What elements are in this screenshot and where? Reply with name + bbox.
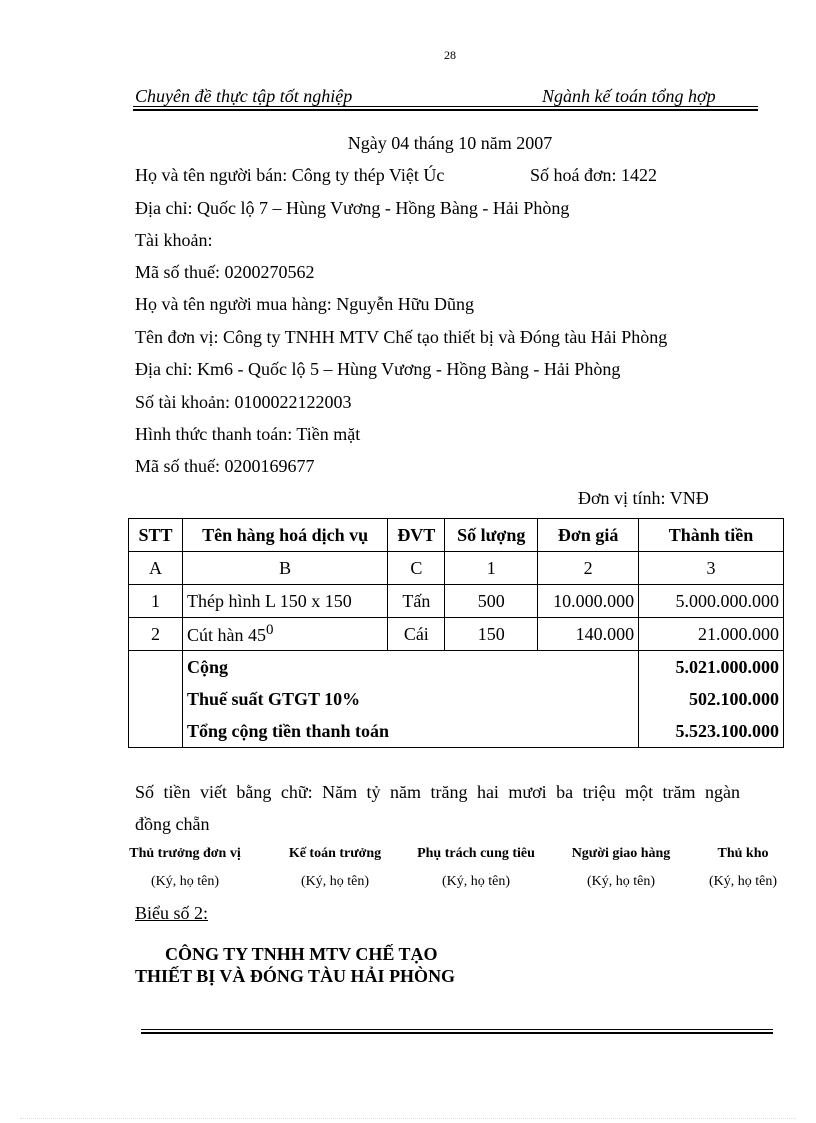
row-stt: 1 [129, 585, 183, 618]
seller-account: Tài khoản: [135, 230, 213, 250]
currency-unit: Đơn vị tính: VNĐ [578, 488, 709, 508]
row-name: Thép hình L 150 x 150 [182, 585, 387, 618]
company-name-line1: CÔNG TY TNHH MTV CHẾ TẠO [165, 944, 438, 964]
buyer-tax-code: Mã số thuế: 0200169677 [135, 456, 315, 476]
vat-label: Thuế suất GTGT 10% [182, 683, 638, 715]
amount-in-words: Số tiền viết bằng chữ: Năm tỷ năm trăng hai mươi ba triệu một trăm ngàn [135, 782, 740, 802]
seller-name: Họ và tên người bán: Công ty thép Việt Úc [135, 165, 445, 185]
buyer-unit: Tên đơn vị: Công ty TNHH MTV Chế tạo thiết bị và Đóng tàu Hải Phòng [135, 327, 668, 347]
row-name-cell [182, 618, 387, 651]
col-header: Số lượng [445, 519, 538, 552]
signature-title: Thủ trưởng đơn vị [129, 846, 241, 861]
row-unit: Cái [388, 618, 445, 651]
row-unit: Tấn [388, 585, 445, 618]
total-value: 5.021.000.000 [639, 651, 784, 684]
row-stt: 2 [129, 618, 183, 651]
amount-in-words-cont: đồng chẵn [135, 814, 210, 834]
code-cell: 3 [639, 552, 784, 585]
signature-note: (Ký, họ tên) [708, 874, 778, 889]
col-header: Đơn giá [538, 519, 639, 552]
invoice-date: Ngày 04 tháng 10 năm 2007 [347, 133, 553, 153]
summary-blank [129, 651, 183, 748]
buyer-account: Số tài khoản: 0100022122003 [135, 392, 352, 412]
table-header-row [129, 519, 784, 552]
vat-value: 502.100.000 [639, 683, 784, 715]
header-rule [133, 106, 758, 107]
header-left: Chuyên đề thực tập tốt nghiệp [135, 86, 353, 106]
section-label: Biểu số 2: [135, 903, 209, 923]
row-qty: 150 [445, 618, 538, 651]
header-rule-thick [133, 109, 758, 111]
buyer-address: Địa chỉ: Km6 - Quốc lộ 5 – Hùng Vương - Hồng Bàng - Hải Phòng [135, 359, 621, 379]
payment-method: Hình thức thanh toán: Tiền mặt [135, 424, 361, 444]
code-cell: B [182, 552, 387, 585]
col-header: ĐVT [388, 519, 445, 552]
company-name-line2: THIẾT BỊ VÀ ĐÓNG TÀU HẢI PHÒNG [135, 966, 456, 986]
signature-note: (Ký, họ tên) [586, 874, 656, 889]
col-header: Thành tiền [639, 519, 784, 552]
signature-title: Phụ trách cung tiêu [417, 846, 535, 861]
buyer-name: Họ và tên người mua hàng: Nguyễn Hữu Dũng [135, 294, 474, 314]
code-cell: A [129, 552, 183, 585]
signature-title: Kế toán trưởng [288, 846, 382, 861]
summary-row [129, 683, 784, 715]
header-right: Ngành kế toán tổng hợp [542, 86, 716, 106]
footer-rule [141, 1029, 773, 1030]
col-header: STT [129, 519, 183, 552]
invoice-number: Số hoá đơn: 1422 [530, 165, 658, 185]
seller-tax-code: Mã số thuế: 0200270562 [135, 262, 315, 282]
signature-note: (Ký, họ tên) [441, 874, 511, 889]
total-label: Cộng [182, 651, 638, 684]
page-number: 28 [444, 48, 456, 62]
signature-title: Người giao hàng [571, 846, 671, 861]
invoice-table [128, 518, 784, 748]
summary-row [129, 715, 784, 748]
grand-total-label: Tổng cộng tiền thanh toán [182, 715, 638, 748]
signature-title: Thủ kho [717, 846, 769, 861]
signature-note: (Ký, họ tên) [300, 874, 370, 889]
seller-address: Địa chỉ: Quốc lộ 7 – Hùng Vương - Hồng Bàng - Hải Phòng [135, 198, 570, 218]
row-price: 140.000 [538, 618, 639, 651]
table-row [129, 618, 784, 651]
code-cell: C [388, 552, 445, 585]
page-edge-dotted [20, 1118, 796, 1119]
code-cell: 2 [538, 552, 639, 585]
summary-row [129, 651, 784, 684]
signature-note: (Ký, họ tên) [150, 874, 220, 889]
row-amount: 5.000.000.000 [639, 585, 784, 618]
row-amount: 21.000.000 [639, 618, 784, 651]
grand-total-value: 5.523.100.000 [639, 715, 784, 748]
code-cell: 1 [445, 552, 538, 585]
row-qty: 500 [445, 585, 538, 618]
row-name: Cút hàn 45 [186, 625, 266, 645]
row-price: 10.000.000 [538, 585, 639, 618]
col-header: Tên hàng hoá dịch vụ [182, 519, 387, 552]
degree-superscript: 0 [265, 622, 274, 638]
footer-rule-thick [141, 1032, 773, 1034]
table-code-row [129, 552, 784, 585]
table-row [129, 585, 784, 618]
